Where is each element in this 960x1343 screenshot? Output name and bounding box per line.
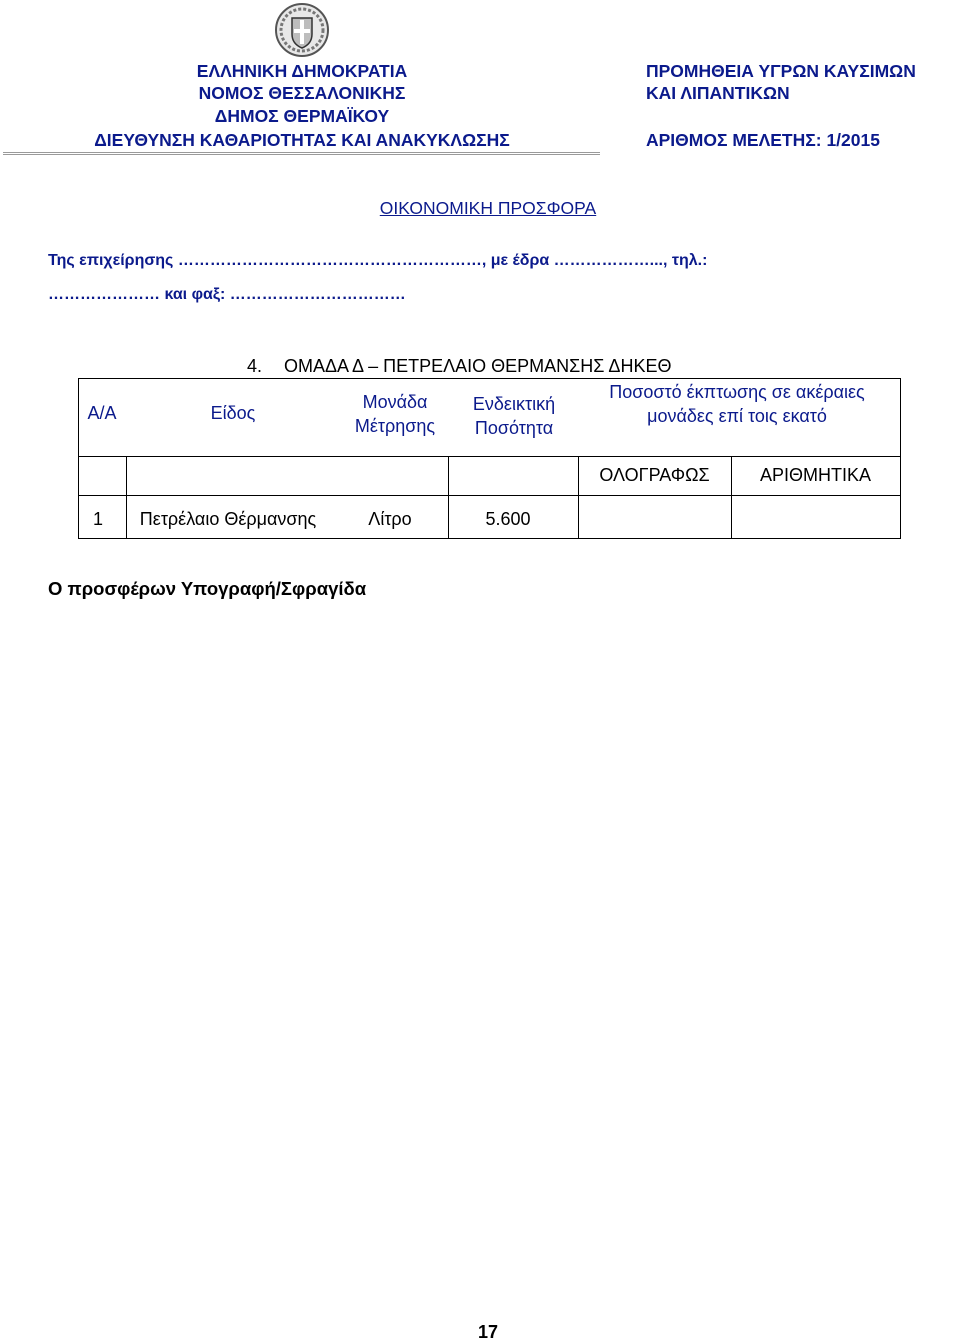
- group-name: ΟΜΑΔΑ Δ – ΠΕΤΡΕΛΑΙΟ ΘΕΡΜΑΝΣΗΣ ΔΗΚΕΘ: [284, 356, 672, 376]
- row-unit: Λίτρο: [368, 509, 412, 529]
- row-quantity: 5.600: [485, 509, 531, 529]
- header-procurement-title: ΠΡΟΜΗΘΕΙΑ ΥΓΡΩΝ ΚΑΥΣΙΜΩΝ: [646, 61, 916, 81]
- fax-details-line: ………………… και φαξ: ……………………………: [48, 286, 406, 303]
- header-prefecture: ΝΟΜΟΣ ΘΕΣΣΑΛΟΝΙΚΗΣ: [198, 83, 406, 103]
- table-col-divider-1: [126, 456, 127, 539]
- group-number: 4.: [247, 356, 263, 376]
- header-aa: Α/Α: [87, 403, 117, 423]
- header-discount-line1: Ποσοστό έκπτωσης σε ακέραιες: [609, 382, 865, 402]
- header-item: Είδος: [210, 403, 256, 423]
- group-title: [247, 356, 671, 377]
- header-procurement-subtitle: ΚΑΙ ΛΙΠΑΝΤΙΚΩΝ: [646, 83, 790, 103]
- table-border-bottom: [78, 538, 901, 539]
- greek-coat-of-arms-emblem-icon: [274, 2, 330, 58]
- header-unit-line2: Μέτρησης: [354, 416, 436, 436]
- header-in-words: ΟΛΟΓΡΑΦΩΣ: [599, 465, 710, 485]
- offer-title: ΟΙΚΟΝΟΜΙΚΗ ΠΡΟΣΦΟΡΑ: [379, 198, 597, 218]
- header-discount-line2: μονάδες επί τοις εκατό: [647, 406, 827, 426]
- header-study-number: ΑΡΙΘΜΟΣ ΜΕΛΕΤΗΣ: 1/2015: [646, 130, 880, 150]
- table-subheader-divider: [78, 495, 901, 496]
- header-in-numbers: ΑΡΙΘΜΗΤΙΚΑ: [759, 465, 871, 485]
- table-col-divider-3: [448, 456, 449, 539]
- header-unit-line1: Μονάδα: [362, 392, 428, 412]
- header-country: ΕΛΛΗΝΙΚΗ ΔΗΜΟΚΡΑΤΙΑ: [196, 61, 408, 81]
- signature-label: Ο προσφέρων Υπογραφή/Σφραγίδα: [48, 578, 367, 599]
- table-border-top: [78, 378, 901, 379]
- table-header-divider: [78, 456, 901, 457]
- row-item: Πετρέλαιο Θέρμανσης: [139, 509, 317, 529]
- header-quantity-line2: Ποσότητα: [474, 418, 554, 438]
- header-quantity-line1: Ενδεικτική: [472, 394, 556, 414]
- header-department: ΔΙΕΥΘΥΝΣΗ ΚΑΘΑΡΙΟΤΗΤΑΣ ΚΑΙ ΑΝΑΚΥΚΛΩΣΗΣ: [94, 130, 510, 150]
- offer-table: [78, 378, 901, 539]
- row-aa: 1: [92, 509, 103, 529]
- page-number: 17: [477, 1322, 499, 1342]
- header-divider: [3, 152, 600, 155]
- header-municipality: ΔΗΜΟΣ ΘΕΡΜΑΪΚΟΥ: [214, 106, 390, 126]
- table-border-right: [900, 378, 901, 539]
- company-details-line: Της επιχείρησης …………………………………………………, με έδρα ………………..., τηλ.:: [48, 252, 708, 269]
